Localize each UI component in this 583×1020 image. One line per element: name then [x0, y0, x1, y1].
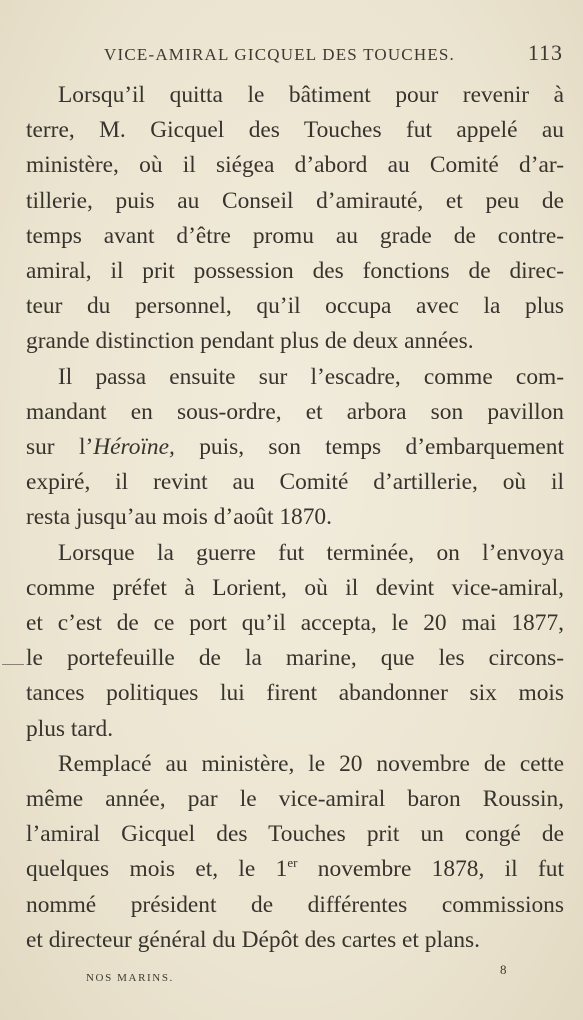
text-line: temps avant d’être promu au grade de contre-	[26, 222, 564, 249]
printer-signature: NOS MARINS.	[86, 972, 174, 984]
text-line: et c’est de ce port qu’il accepta, le 20 mai 1877,	[26, 610, 564, 637]
running-title: VICE-AMIRAL GICQUEL DES TOUCHES.	[104, 45, 456, 64]
text-line: resta jusqu’au mois d’août 1870.	[26, 504, 332, 531]
text-line: teur du personnel, qu’il occupa avec la plus	[26, 293, 564, 320]
text-line: terre, M. Gicquel des Touches fut appelé au	[26, 117, 564, 144]
text-fragment: novembre 1878, il fut	[297, 856, 564, 883]
text-fragment: puis, son temps d’embarquement	[174, 434, 564, 461]
paragraph-3	[26, 536, 564, 747]
text-line: même année, par le vice-amiral baron Roussin,	[26, 786, 564, 813]
body-text	[26, 78, 564, 958]
text-fragment: quelques mois et, le 1	[26, 856, 288, 883]
text-line: nommé président de différentes commissions	[26, 891, 564, 918]
text-line: le portefeuille de la marine, que les circons-	[26, 645, 564, 672]
text-line: ministère, où il siégea d’abord au Comité d’ar-	[26, 152, 564, 179]
ordinal-superscript: er	[287, 855, 298, 871]
text-fragment: sur l’	[26, 434, 94, 461]
text-line: amiral, il prit possession des fonctions de direc-	[26, 258, 564, 285]
text-line	[26, 852, 564, 887]
sheet-number: 8	[500, 962, 507, 977]
paragraph-2	[26, 360, 564, 536]
text-line: Il passa ensuite sur l’escadre, comme com-	[58, 363, 564, 390]
margin-dash-mark	[2, 664, 24, 665]
text-line: tances politiques lui firent abandonner six mois	[26, 680, 564, 707]
text-line: grande distinction pendant plus de deux années.	[26, 328, 474, 355]
text-line	[26, 430, 564, 465]
text-line: Lorsqu’il quitta le bâtiment pour revenir à	[58, 82, 564, 108]
text-line: l’amiral Gicquel des Touches prit un congé de	[26, 821, 564, 848]
text-line: Remplacé au ministère, le 20 novembre de cette	[58, 750, 564, 777]
text-line: expiré, il revint au Comité d’artillerie, où il	[26, 469, 564, 496]
paragraph-1	[26, 78, 564, 360]
ship-name: Héroïne,	[93, 434, 175, 461]
text-line: tillerie, puis au Conseil d’amirauté, et peu de	[26, 187, 564, 214]
text-line: plus tard.	[26, 715, 114, 742]
text-line: mandant en sous-ordre, et arbora son pavillon	[26, 398, 564, 425]
text-line: comme préfet à Lorient, où il devint vice-amiral,	[26, 574, 564, 601]
text-line: Lorsque la guerre fut terminée, on l’envoya	[58, 539, 564, 566]
running-head	[104, 40, 563, 68]
page-number: 113	[527, 40, 563, 65]
text-line: et directeur général du Dépôt des cartes et plans.	[26, 926, 480, 953]
paragraph-4	[26, 747, 564, 958]
